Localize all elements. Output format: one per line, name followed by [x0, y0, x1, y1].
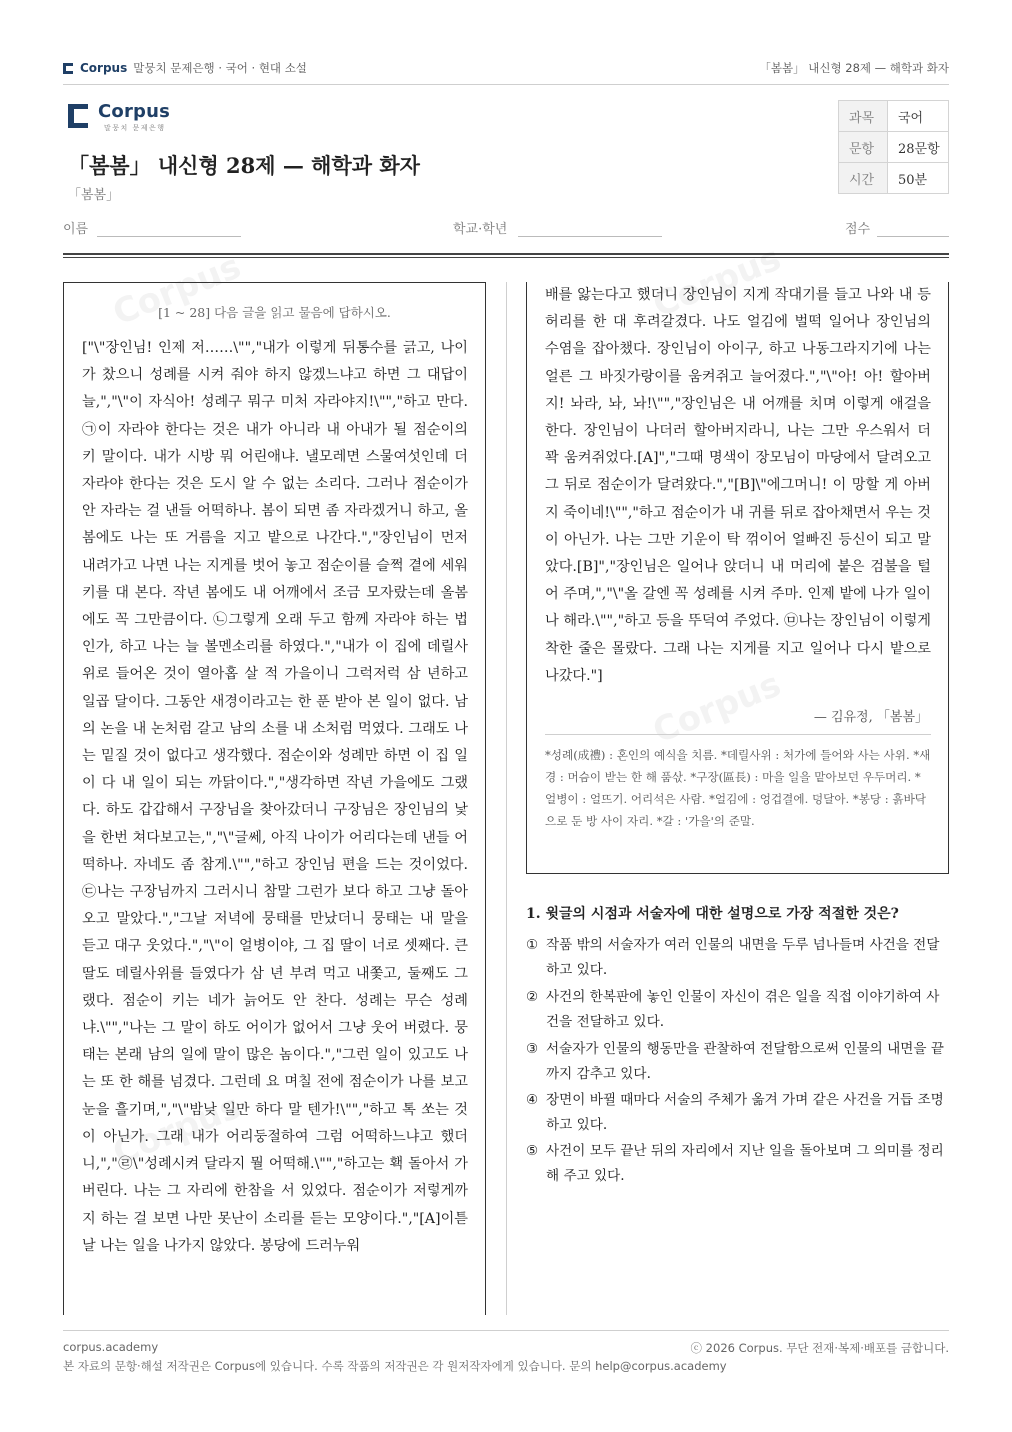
header-logo [68, 101, 188, 132]
choice-number: ③ [526, 1041, 539, 1057]
running-header-breadcrumb: 말뭉치 문제은행 · 국어 · 현대 소설 [133, 61, 307, 75]
info-key: 과목 [839, 101, 888, 132]
corpus-logo-icon [63, 63, 74, 74]
passage-text-left: ["\"장인님! 인제 저……\"","내가 이렇게 뒤통수를 긁고, 나이가 찼으니 성례를 시켜 줘야 하지 않겠느냐고 하면 그 대답이 늘,","\"이 자식아! 성례구 뭐구 미처 자라야지!\"","하고 만다. ㉠이 자라야 한다는 것은 내가 아니라 내 아내가 될 점순이의 키 말이다. 내가 시방 뭐 어린애냐. 낼모레면 스물여섯인데 더 자라야 한다는 것은 도시 알 수 없는 소리다. 그러나 점순이가 안 자라는 걸 낸들 어떡하나. 봄이 되면 좀 자라겠거니 하고, 올봄에도 나는 또 거름을 지고 밭으로 나간다.","장인님이 먼저 내려가고 나면 나는 지게를 벗어 놓고 점순이를 슬쩍 곁에 세워 키를 대 본다. 작년 봄에도 내 어깨에서 조금 모자랐는데 올봄에도 꼭 그만큼이다. ㉡그렇게 오래 두고 함께 자라야 하는 법인가, 하고 나는 늘 볼멘소리를 하였다.","내가 이 집에 데릴사위로 들어온 것이 열아홉 살 적 가을이니 그럭저럭 삼 년하고 일곱 달이다. 그동안 새경이라고는 한 푼 받아 본 일이 없다. 남의 논을 내 논처럼 갈고 남의 소를 내 소처럼 먹였다. 그래도 나는 밑질 것이 없다고 생각했다. 점순이와 성례만 하면 이 집 일이 다 내 일이 되는 까닭이다.","생각하면 작년 가을에도 그랬다. 하도 갑갑해서 구장님을 찾아갔더니 구장님은 장인님의 낯을 한번 쳐다보고는,","\"글쎄, 아직 나이가 어리다는데 낸들 어떡하나. 자네도 좀 참게.\"","하고 장인님 편을 드는 것이었다. ㉢나는 구장님까지 그러시니 참말 그런가 보다 하고 그냥 돌아오고 말았다.","그날 저녁에 뭉태를 만났더니 뭉태는 내 말을 듣고 대구 웃었다.","\"이 얼병이야, 그 집 딸이 너로 셋째다. 큰딸도 데릴사위를 들였다가 삼 년 부려 먹고 내쫓고, 둘째도 그랬다. 점순이 키는 네가 늙어도 안 찬다. 성례는 무슨 성례냐.\"","나는 그 말이 하도 어이가 없어서 그냥 웃어 버렸다. 뭉태는 본래 남의 일에 말이 많은 놈이다.","그런 일이 있고도 나는 또 한 해를 넘겼다. 그런데 요 며칠 전에 점순이가 나를 보고 눈을 흘기며,","\"밤낮 일만 하다 말 텐가!\"","하고 톡 쏘는 것이 아닌가. 그래 내가 어리둥절하여 그럼 어떡하느냐고 했더니,","㉣\"성례시켜 달라지 뭘 어떡해.\"","하고는 홱 돌아서 가 버린다. 나는 그 자리에 한참을 서 있었다. 점순이가 저렇게까지 하는 걸 보면 나만 못난이 소리를 듣는 모양이다.","[A]이튿날 나는 일을 나가지 않았다. 봉당에 드러누워 [82, 340, 468, 1254]
school-label: 학교·학년 [453, 222, 508, 237]
score-field[interactable] [877, 236, 949, 237]
running-header-brand: Corpus [80, 61, 128, 75]
choice-number: ① [526, 937, 539, 953]
passage-box-right [526, 282, 949, 874]
passage-text-right: 배를 앓는다고 했더니 장인님이 지게 작대기를 들고 나와 내 등허리를 한 대 후려갈겼다. 나도 얼김에 벌떡 일어나 장인님의 수염을 잡아챘다. 장인님이 아이구, 하고 나동그라지기에 나는 얼른 그 바짓가랑이를 움켜쥐고 늘어졌다.","\"아! 아! 할아버지! 놔라, 놔, 놔!\"","장인님은 내 어깨를 치며 이렇게 애걸을 한다. 장인님이 나더러 할아버지라니, 나는 그만 우스워서 더 꽉 움켜쥐었다.[A]","그때 명색이 장모님이 마당에서 달려오고 그 뒤로 점순이가 달려왔다.","[B]\"에그머니! 이 망할 게 아버지 죽이네!\"","하고 점순이가 내 귀를 뒤로 잡아채면서 우는 것이 아닌가. 나는 그만 기운이 탁 꺾이어 얼빠진 등신이 되고 말았다.[B]","장인님은 일어나 앉더니 내 머리에 붙은 검불을 털어 주며,","\"올 갈엔 꼭 성례를 시켜 주마. 인제 밭에 나가 일이나 해라.\"","하고 등을 뚜덕여 주었다. ㉤나는 장인님이 이렇게 착한 줄은 몰랐다. 그래 나는 지게를 지고 일어나 다시 밭으로 나갔다."] [545, 287, 931, 684]
info-value: 50분 [888, 163, 949, 194]
info-row [839, 163, 949, 194]
name-label: 이름 [63, 222, 89, 237]
footer-divider [63, 1330, 949, 1331]
passage-source: — 김유정, 「봄봄」 [813, 710, 928, 725]
choice-number: ② [526, 989, 539, 1005]
footer-notice: 본 자료의 문항·해설 저작권은 Corpus에 있습니다. 수록 작품의 저작권은 각 원저작자에게 있습니다. 문의 help@corpus.academy [63, 1359, 727, 1373]
info-value: 28문항 [888, 132, 949, 163]
score-label: 점수 [845, 222, 871, 237]
info-value: 국어 [888, 101, 949, 132]
glossary: *성례(成禮) : 혼인의 예식을 치름. *데릴사위 : 처가에 들어와 사는 사위. *새경 : 머슴이 받는 한 해 품삯. *구장(區長) : 마을 일을 맡아보던 우두머리. *얼병이 : 얼뜨기. 어리석은 사람. *얼김에 : 엉겁결에. 덩달아. *봉당 : 흙바닥으로 둔 방 사이 자리. *갈 : '가을'의 준말. [545, 748, 931, 828]
info-row [839, 132, 949, 163]
running-header [63, 58, 949, 80]
answer-choice[interactable] [526, 1139, 949, 1189]
header-divider [63, 84, 949, 85]
passage-instruction: [1 ~ 28] 다음 글을 읽고 물음에 답하시오. [158, 305, 391, 320]
name-field[interactable] [97, 236, 241, 237]
choice-number: ④ [526, 1092, 539, 1108]
info-row [839, 101, 949, 132]
section-divider-thick [63, 253, 949, 255]
logo-word: Corpus [98, 101, 171, 122]
running-header-title: 「봄봄」 내신형 28제 — 해학과 화자 [759, 61, 949, 75]
answer-choice[interactable] [526, 933, 949, 983]
info-key: 시간 [839, 163, 888, 194]
choice-text: 장면이 바뀔 때마다 서술의 주체가 옮겨 가며 같은 사건을 거듭 조명하고 있다. [546, 1092, 944, 1133]
answer-choice[interactable] [526, 985, 949, 1035]
choice-number: ⑤ [526, 1143, 539, 1159]
choice-text: 사건의 한복판에 놓인 인물이 자신이 겪은 일을 직접 이야기하여 사건을 전달하고 있다. [546, 989, 940, 1030]
glossary-divider [545, 734, 931, 735]
passage-box-left [63, 282, 486, 1315]
choice-text: 사건이 모두 끝난 뒤의 자리에서 지난 일을 돌아보며 그 의미를 정리해 주고 있다. [546, 1143, 944, 1184]
choice-text: 작품 밖의 서술자가 여러 인물의 내면을 두루 넘나들며 사건을 전달하고 있다. [546, 937, 940, 978]
answer-choice[interactable] [526, 1037, 949, 1087]
question-stem: 1. 윗글의 시점과 서술자에 대한 설명으로 가장 적절한 것은? [526, 906, 899, 922]
logo-subtitle: 말뭉치 문제은행 [104, 124, 166, 132]
exam-info-table [838, 100, 949, 194]
footer-site: corpus.academy [63, 1340, 159, 1354]
corpus-mark-icon [68, 104, 90, 128]
section-divider-thin [63, 257, 949, 258]
page-title: 「봄봄」 내신형 28제 — 해학과 화자 [68, 153, 420, 178]
page-subtitle: 「봄봄」 [68, 188, 120, 203]
school-field[interactable] [518, 236, 662, 237]
answer-choice[interactable] [526, 1088, 949, 1138]
footer-copyright: ⓒ 2026 Corpus. 무단 전재·복제·배포를 금합니다. [690, 1341, 949, 1355]
column-divider [506, 282, 507, 1315]
info-key: 문항 [839, 132, 888, 163]
choice-text: 서술자가 인물의 행동만을 관찰하여 전달함으로써 인물의 내면을 끝까지 감추고 있다. [546, 1041, 944, 1082]
